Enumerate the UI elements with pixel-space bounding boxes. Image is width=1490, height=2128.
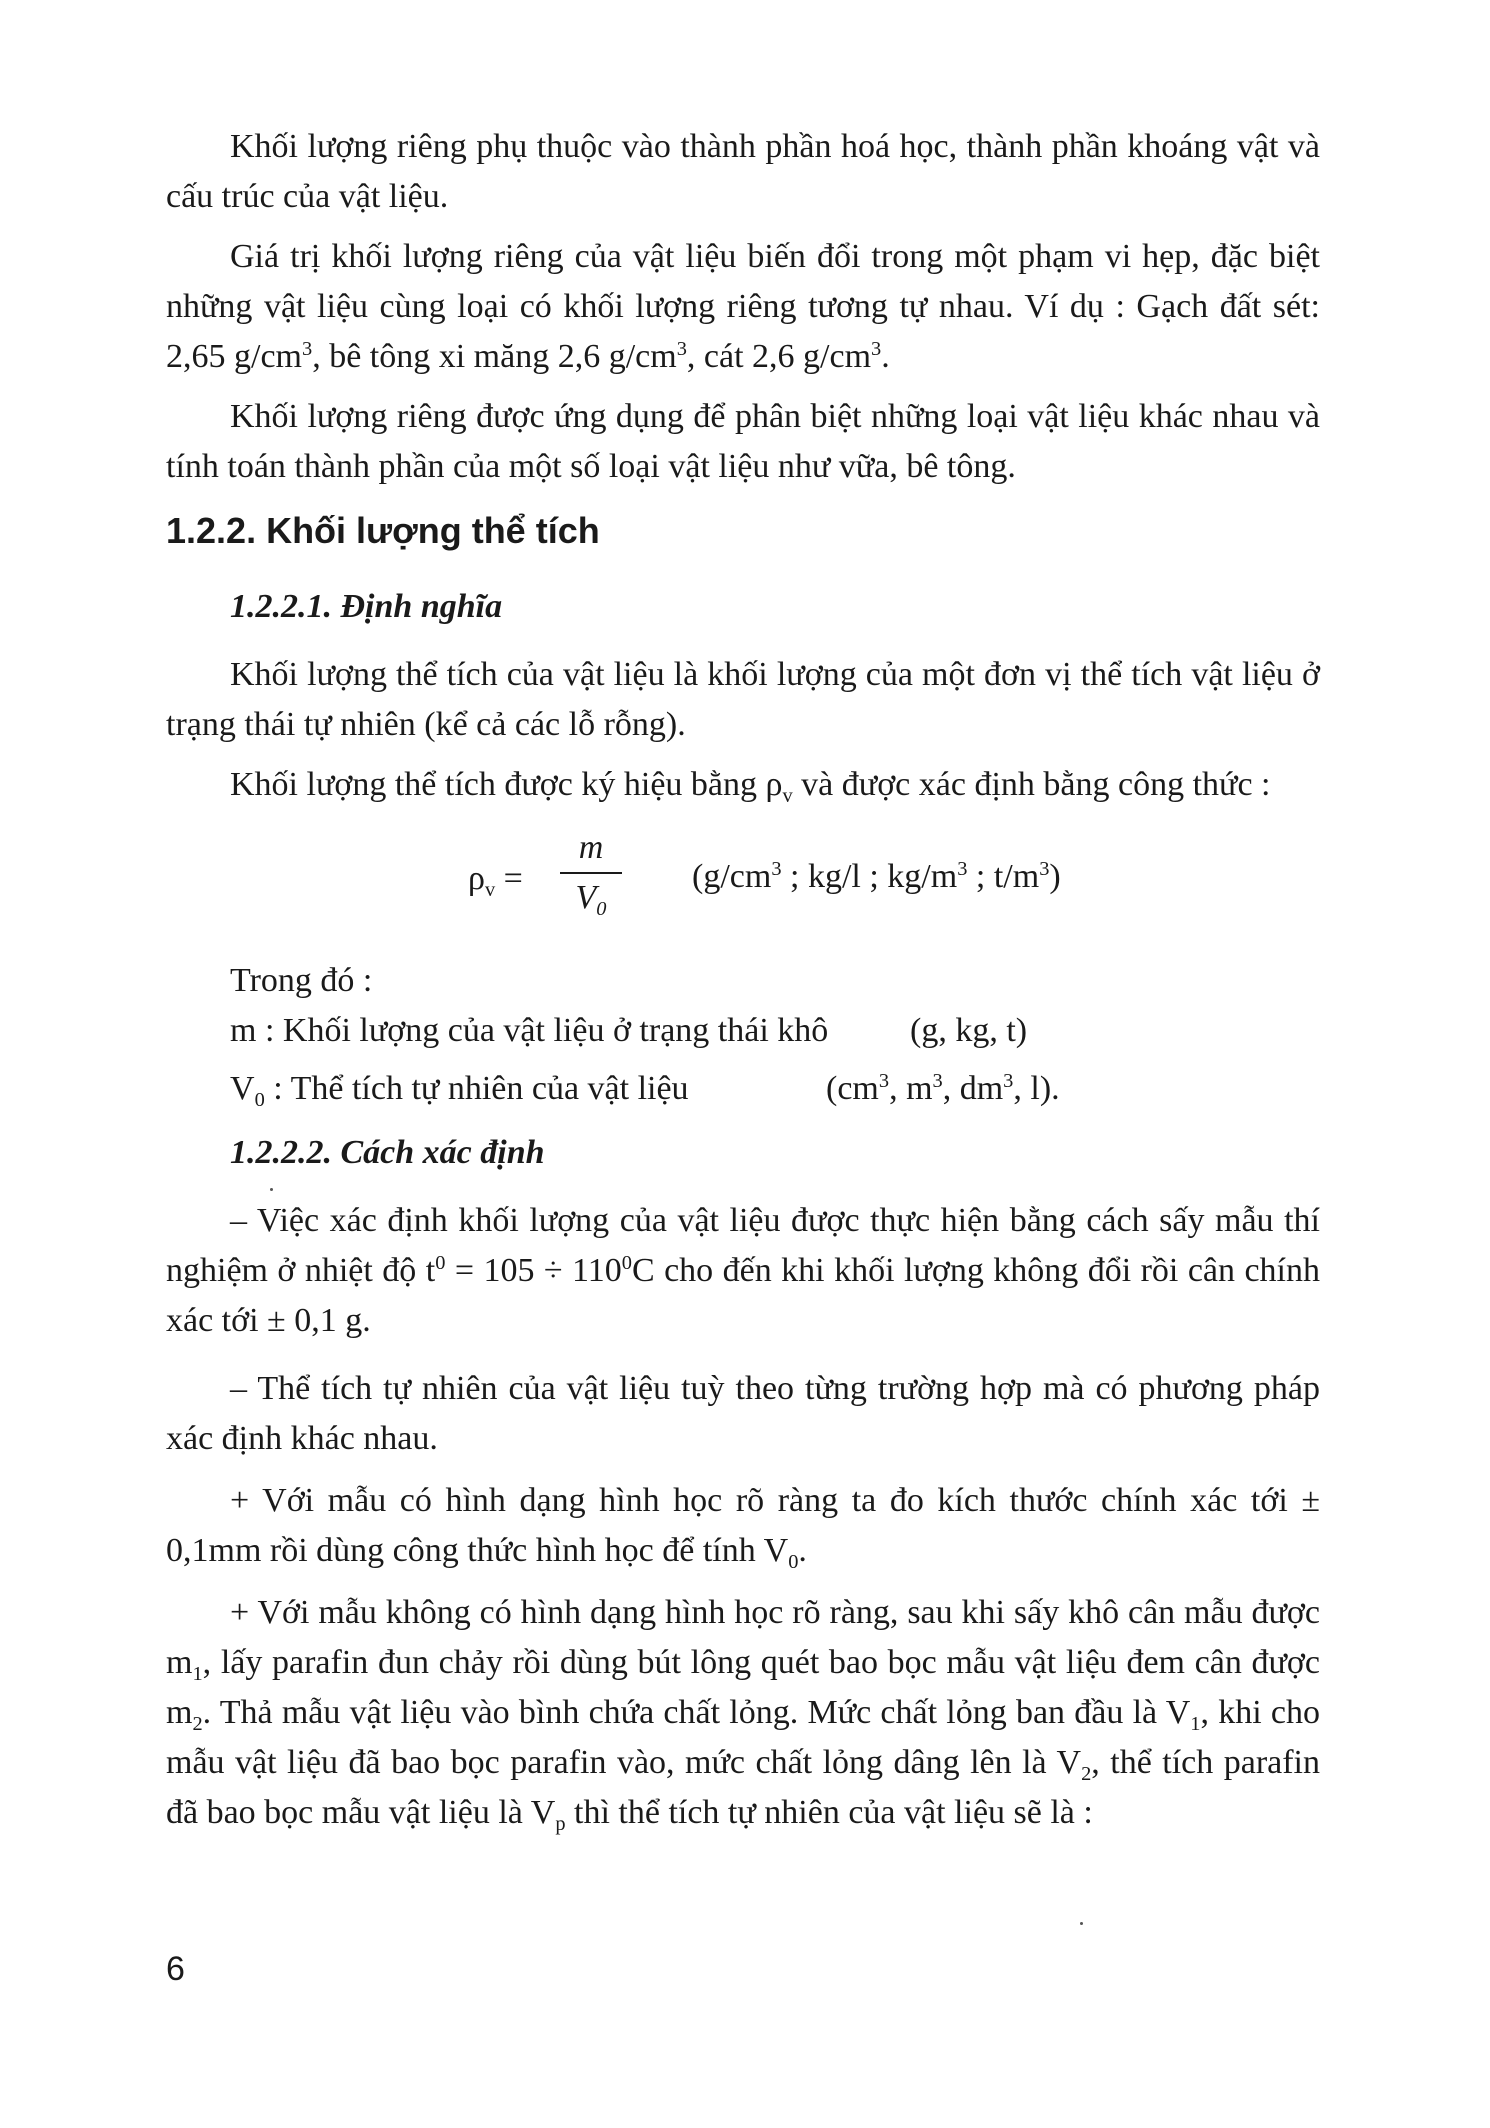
subsection-heading-definition: 1.2.2.1. Định nghĩa [230,588,503,625]
formula-denominator: $V_0$ [575,879,607,921]
subsection-heading-method: 1.2.2.2. Cách xác định [230,1134,545,1171]
paragraph-symbol: Khối lượng thể tích được ký hiệu bằng $\rho_v$ và được xác định bằng công thức : [230,766,1271,808]
paragraph-volume-methods: – Thể tích tự nhiên của vật liệu tuỳ theo từng trường hợp mà có phương pháp xác định khác nhau. [166,1370,1320,1457]
paragraph-density-range: Giá trị khối lượng riêng của vật liệu biến đổi trong một phạm vi hẹp, đặc biệt những vật liệu cùng loại có khối lượng riêng tương tự nhau. Ví dụ : Gạch đất sét: 2,65 $g/cm^3$, bê tông xi măng 2,6 $g/cm^3$, cát 2,6 $g/cm^3$. [166,238,1320,375]
definition-v0: $V_0$ : Thể tích tự nhiên của vật liệu [230,1070,689,1112]
units-v0: ($cm^3$, $m^3$, $dm^3$, l). [826,1069,1060,1107]
paragraph-irregular-shape: + Với mẫu không có hình dạng hình học rõ ràng, sau khi sấy khô cân mẫu được $m_1$, lấy parafin đun chảy rồi dùng bút lông quét bao bọc mẫu vật liệu đem cân được $m_2$. Thả mẫu vật liệu vào bình chứa chất lỏng. Mức chất lỏng ban đầu là $V_1$, khi cho mẫu vật liệu đã bao bọc parafin vào, mức chất lỏng dâng lên là $V_2$, thể tích parafin đã bao bọc mẫu vật liệu là $V_p$ thì thể tích tự nhiên của vật liệu sẽ là : [166,1594,1320,1836]
paragraph-definition: Khối lượng thể tích của vật liệu là khối lượng của một đơn vị thể tích vật liệu ở trạng thái tự nhiên (kể cả các lỗ rỗng). [166,656,1320,743]
formula-lhs: $\rho_v$ = [468,860,523,902]
scan-speck [270,1188,273,1191]
formula-fraction [560,828,622,921]
page-number: 6 [166,1950,185,1988]
units-m: (g, kg, t) [910,1012,1028,1049]
formula-units: ($g/cm^3$ ; kg/l ; $kg/m^3$ ; $t/m^3$) [692,857,1061,895]
fraction-bar [560,872,622,874]
where-label: Trong đó : [230,962,373,999]
paragraph-drying: – Việc xác định khối lượng của vật liệu được thực hiện bằng cách sấy mẫu thí nghiệm ở nhiệt độ $t^0 = 105 \div 110^0C$ cho đến khi khối lượng không đổi rồi cân chính xác tới ± 0,1 g. [166,1202,1320,1339]
paragraph-density-application: Khối lượng riêng được ứng dụng để phân biệt những loại vật liệu khác nhau và tính toán thành phần của một số loại vật liệu như vữa, bê tông. [166,398,1320,485]
definition-m: m : Khối lượng của vật liệu ở trạng thái khô [230,1012,829,1049]
section-heading: 1.2.2. Khối lượng thể tích [166,510,600,551]
formula-numerator: m [578,829,604,866]
paragraph-regular-shape: + Với mẫu có hình dạng hình học rõ ràng ta đo kích thước chính xác tới ± 0,1mm rồi dùng công thức hình học để tính $V_0$. [166,1482,1320,1574]
paragraph-density-composition: Khối lượng riêng phụ thuộc vào thành phần hoá học, thành phần khoáng vật và cấu trúc của vật liệu. [166,128,1320,215]
scan-speck [1080,1922,1083,1925]
